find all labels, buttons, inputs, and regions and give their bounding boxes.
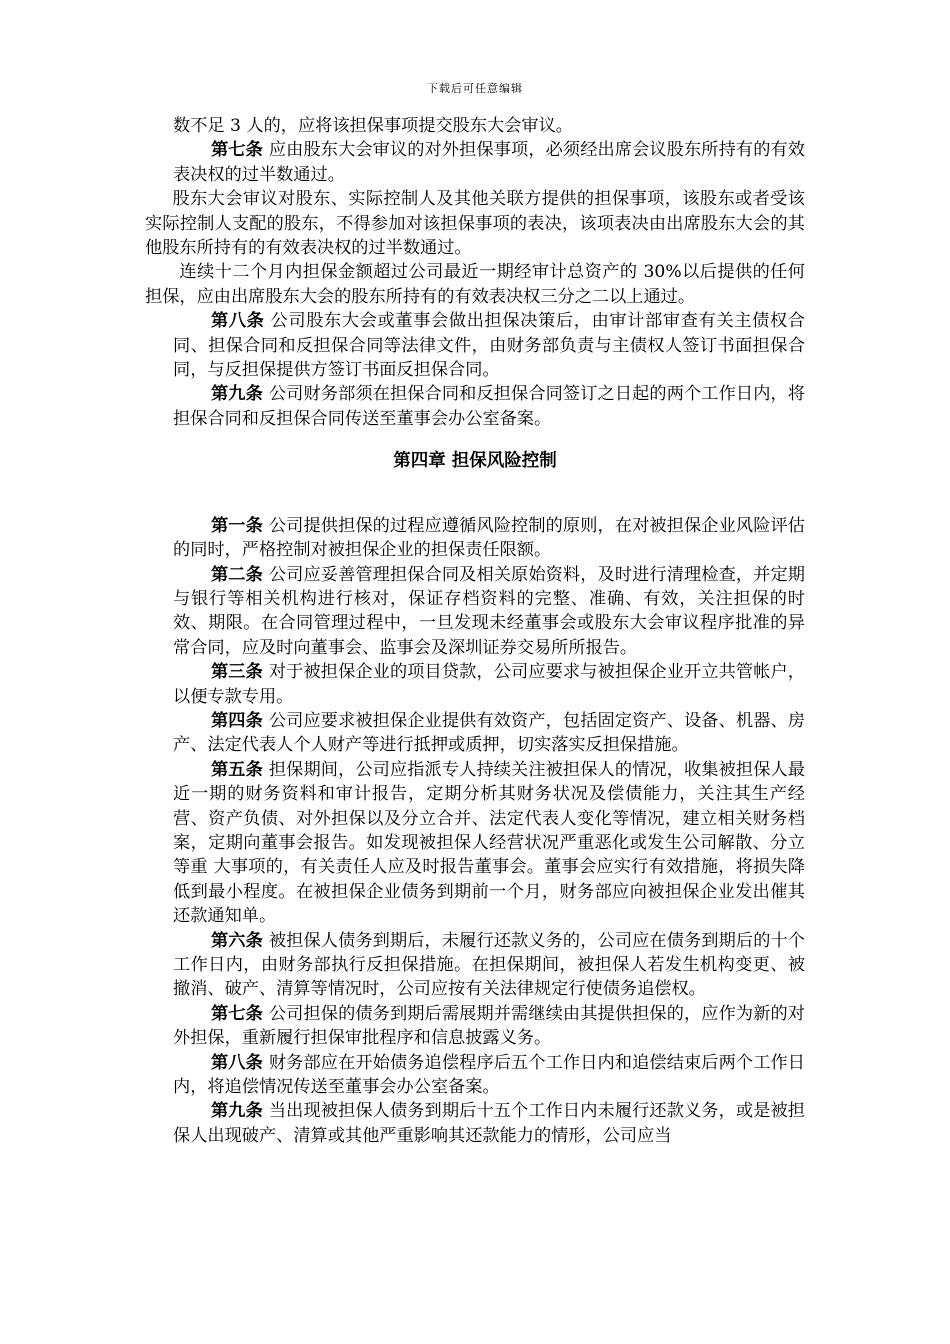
article-9-prev [145,382,805,431]
article-1 [145,514,805,563]
article-text: 被担保人债务到期后，未履行还款义务的，公司应在债务到期后的十个工作日内，由财务部执行反担保措施。在担保期间，被担保人若发生机构变更、被撤消、破产、清算等情况时，公司应按有关法律规定行使债务追偿权。 [173,930,805,1000]
article-heading: 第七条 [211,140,263,161]
article-text: 公司应要求被担保企业提供有效资产，包括固定资产、设备、机器、房产、法定代表人个人财产等进行抵押或质押，切实落实反担保措施。 [173,710,805,756]
article-heading: 第九条 [211,384,263,405]
article-heading: 第五条 [211,759,263,780]
document-body [145,114,805,1148]
paragraph-continuation: 数不足 3 人的，应将该担保事项提交股东大会审议。 [173,116,573,136]
article-7 [145,1002,805,1051]
article-text: 公司担保的债务到期后需展期并需继续由其提供担保的，应作为新的对外担保，重新履行担保审批程序和信息披露义务。 [173,1003,805,1049]
article-text: 公司财务部须在担保合同和反担保合同签订之日起的两个工作日内，将担保合同和反担保合同传送至董事会办公室备案。 [173,384,805,429]
article-heading: 第六条 [211,930,263,951]
article-heading: 第七条 [211,1003,263,1024]
article-text: 公司股东大会或董事会做出担保决策后，由审计部审查有关主债权合同、担保合同和反担保合同等法律文件，由财务部负责与主债权人签订书面担保合同，与反担保提供方签订书面反担保合同。 [173,311,805,381]
article-heading: 第四条 [211,710,263,731]
article-text: 当出现被担保人债务到期后十五个工作日内未履行还款义务，或是被担保人出现破产、清算或其他严重影响其还款能力的情形，公司应当 [173,1101,805,1146]
article-heading: 第一条 [211,515,263,536]
article-text: 对于被担保企业的项目贷款，公司应要求与被担保企业开立共管帐户，以便专款专用。 [173,662,805,707]
chapter-title: 第四章 担保风险控制 [393,451,557,472]
article-text: 担保期间，公司应指派专人持续关注被担保人的情况，收集被担保人最近一期的财务资料和审计报告，定期分析其财务状况及偿债能力，关注其生产经营、资产负债、对外担保以及分立合并、法定代表人变化等情况，建立相关财务档案，定期向董事会报告。如发现被担保人经营状况严重恶化或发生公司解散、分立等重 大事项的，有关责任人应及时报告董事会。董事会应实行有效措施，将损失降低到最小程度。在被担保企业债务到期前一个月，财务部应向被担保企业发出催其还款通知单。 [173,759,805,927]
article-2 [145,563,805,661]
article-5 [145,758,805,929]
article-7-prev [145,138,805,187]
article-heading: 第八条 [211,311,265,332]
article-9 [145,1099,805,1148]
article-8-prev [145,309,805,382]
article-6 [145,929,805,1002]
article-text: 公司提供担保的过程应遵循风险控制的原则，在对被担保企业风险评估的同时，严格控制对被担保企业的担保责任限额。 [173,515,805,561]
article-8 [145,1051,805,1100]
article-text: 应由股东大会审议的对外担保事项，必须经出席会议股东所持有的有效表决权的过半数通过。 [173,140,805,185]
article-4 [145,709,805,758]
article-text: 公司应妥善管理担保合同及相关原始资料，及时进行清理检查，并定期与银行等相关机构进行核对，保证存档资料的完整、准确、有效，关注担保的时效、期限。在合同管理过程中，一旦发现未经董事会或股东大会审议程序批准的异常合同，应及时向董事会、监事会及深圳证券交易所所报告。 [173,564,805,658]
article-3 [145,660,805,709]
article-heading: 第八条 [211,1052,263,1073]
page-header: 下载后可任意编辑 [427,82,523,95]
article-heading: 第三条 [211,662,263,683]
article-text: 财务部应在开始债务追偿程序后五个工作日内和追偿结束后两个工作日内，将追偿情况传送至董事会办公室备案。 [173,1052,805,1098]
paragraph-twelve-months: 连续十二个月内担保金额超过公司最近一期经审计总资产的 30%以后提供的任何担保，应由出席股东大会的股东所持有的有效表决权三分之二以上通过。 [145,262,805,307]
article-heading: 第九条 [211,1101,263,1122]
article-heading: 第二条 [211,564,263,585]
paragraph-related-party: 股东大会审议对股东、实际控制人及其他关联方提供的担保事项，该股东或者受该实际控制人支配的股东，不得参加对该担保事项的表决，该项表决由出席股东大会的其他股东所持有的有效表决权的过半数通过。 [145,189,805,259]
